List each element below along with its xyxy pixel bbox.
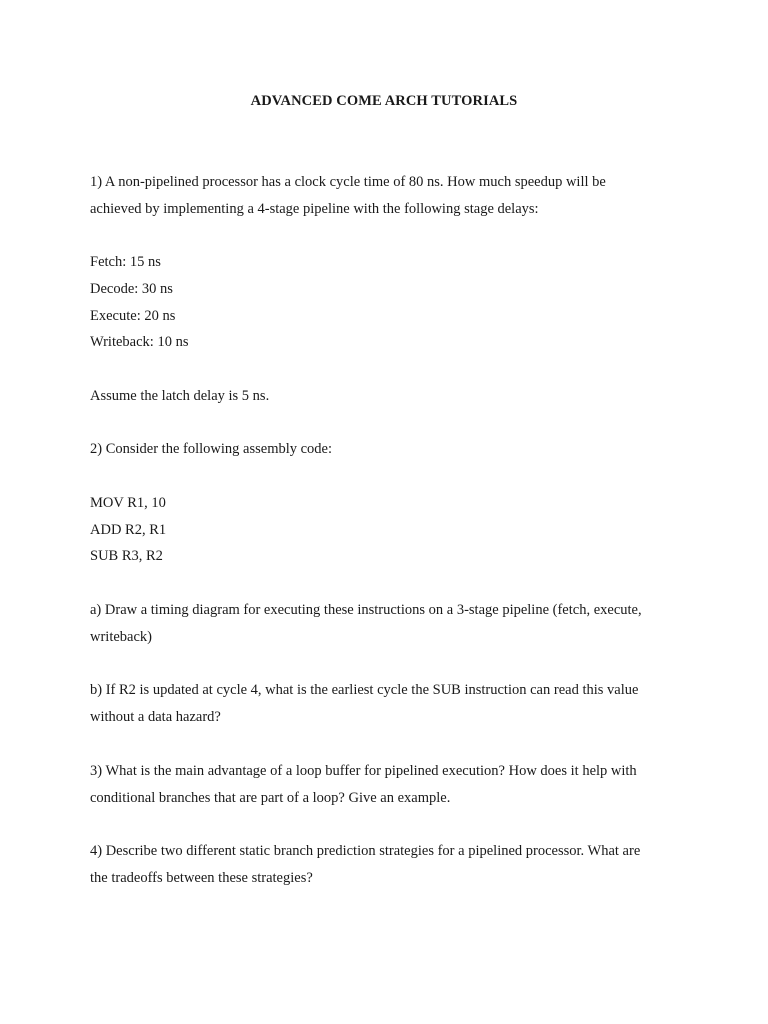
page-title: ADVANCED COME ARCH TUTORIALS xyxy=(250,93,518,109)
q2-intro: 2) Consider the following assembly code: xyxy=(90,441,333,457)
q1-text-line-2: achieved by implementing a 4-stage pipeline with the following stage delays: xyxy=(90,201,539,217)
q4-text-line-2: the tradeoffs between these strategies? xyxy=(90,870,313,886)
q1-assumption: Assume the latch delay is 5 ns. xyxy=(90,388,270,404)
q2a-text-line-1: a) Draw a timing diagram for executing these instructions on a 3-stage pipeline (fetch, execute, xyxy=(90,602,642,618)
code-line-2: ADD R2, R1 xyxy=(90,522,167,538)
q1-text-line-1: 1) A non-pipelined processor has a clock cycle time of 80 ns. How much speedup will be xyxy=(90,174,606,190)
stage-execute: Execute: 20 ns xyxy=(90,308,176,324)
stage-decode: Decode: 30 ns xyxy=(90,281,173,297)
q2b-text-line-2: without a data hazard? xyxy=(90,709,221,725)
code-line-3: SUB R3, R2 xyxy=(90,548,163,564)
stage-writeback: Writeback: 10 ns xyxy=(90,334,189,350)
q2b-text-line-1: b) If R2 is updated at cycle 4, what is the earliest cycle the SUB instruction can read this value xyxy=(90,682,639,698)
q3-text-line-1: 3) What is the main advantage of a loop buffer for pipelined execution? How does it help with xyxy=(90,763,637,779)
q2a-text-line-2: writeback) xyxy=(90,629,152,645)
q3-text-line-2: conditional branches that are part of a loop? Give an example. xyxy=(90,790,451,806)
code-line-1: MOV R1, 10 xyxy=(90,495,166,511)
q4-text-line-1: 4) Describe two different static branch prediction strategies for a pipelined processor. What are xyxy=(90,843,641,859)
stage-fetch: Fetch: 15 ns xyxy=(90,254,161,270)
